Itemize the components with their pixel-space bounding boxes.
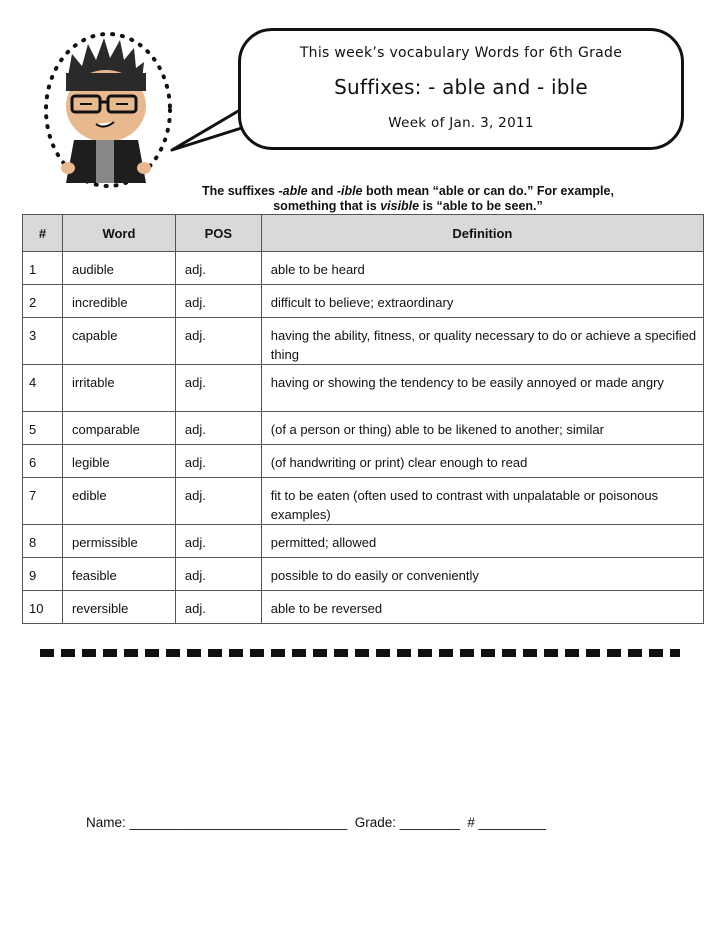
row-number: 8 (23, 525, 63, 558)
row-definition: able to be heard (261, 252, 703, 285)
row-pos: adj. (175, 285, 261, 318)
teacher-avatar (38, 18, 188, 193)
table-row (23, 285, 704, 318)
table-row (23, 412, 704, 445)
table-header-row (23, 215, 704, 252)
row-pos: adj. (175, 558, 261, 591)
header-pos: POS (175, 215, 261, 252)
row-pos: adj. (175, 478, 261, 525)
row-definition: (of a person or thing) able to be likened to another; similar (261, 412, 703, 445)
table-row (23, 525, 704, 558)
header-topic: Suffixes: - able and - ible (334, 75, 588, 99)
row-number: 4 (23, 365, 63, 412)
header-definition: Definition (261, 215, 703, 252)
row-definition: having the ability, fitness, or quality necessary to do or achieve a specified thing (261, 318, 703, 365)
row-definition: permitted; allowed (261, 525, 703, 558)
row-number: 10 (23, 591, 63, 624)
row-word: incredible (62, 285, 175, 318)
intro-line-1: The suffixes -able and -ible both mean “able or can do.” For example, (202, 184, 614, 198)
row-pos: adj. (175, 318, 261, 365)
row-number: 3 (23, 318, 63, 365)
header-date: Week of Jan. 3, 2011 (388, 115, 534, 131)
cartoon-teacher-avatar-icon (38, 18, 188, 193)
row-number: 9 (23, 558, 63, 591)
row-definition: difficult to believe; extraordinary (261, 285, 703, 318)
table-row (23, 365, 704, 412)
table-row (23, 445, 704, 478)
speech-bubble (238, 28, 684, 150)
row-word: legible (62, 445, 175, 478)
row-definition: fit to be eaten (often used to contrast with unpalatable or poisonous examples) (261, 478, 703, 525)
row-definition: having or showing the tendency to be easily annoyed or made angry (261, 365, 703, 412)
dashed-cut-line (40, 649, 680, 657)
vocabulary-table (22, 214, 704, 624)
row-pos: adj. (175, 252, 261, 285)
row-number: 2 (23, 285, 63, 318)
header-num: # (23, 215, 63, 252)
table-row (23, 558, 704, 591)
row-word: edible (62, 478, 175, 525)
row-word: comparable (62, 412, 175, 445)
header-title: This week’s vocabulary Words for 6th Grade (299, 45, 623, 61)
row-word: permissible (62, 525, 175, 558)
row-definition: able to be reversed (261, 591, 703, 624)
row-word: reversible (62, 591, 175, 624)
row-number: 1 (23, 252, 63, 285)
row-number: 6 (23, 445, 63, 478)
table-row (23, 318, 704, 365)
row-word: capable (62, 318, 175, 365)
row-word: audible (62, 252, 175, 285)
row-definition: possible to do easily or conveniently (261, 558, 703, 591)
row-word: irritable (62, 365, 175, 412)
name-grade-line: Name: _____________________________ Grade: ________ # _________ (86, 815, 547, 830)
row-pos: adj. (175, 445, 261, 478)
row-pos: adj. (175, 365, 261, 412)
row-pos: adj. (175, 591, 261, 624)
row-word: feasible (62, 558, 175, 591)
intro-line-2: something that is visible is “able to be seen.” (273, 199, 543, 213)
row-number: 7 (23, 478, 63, 525)
row-pos: adj. (175, 525, 261, 558)
table-row (23, 478, 704, 525)
row-number: 5 (23, 412, 63, 445)
table-row (23, 591, 704, 624)
table-row (23, 252, 704, 285)
header-word: Word (62, 215, 175, 252)
row-pos: adj. (175, 412, 261, 445)
row-definition: (of handwriting or print) clear enough to read (261, 445, 703, 478)
